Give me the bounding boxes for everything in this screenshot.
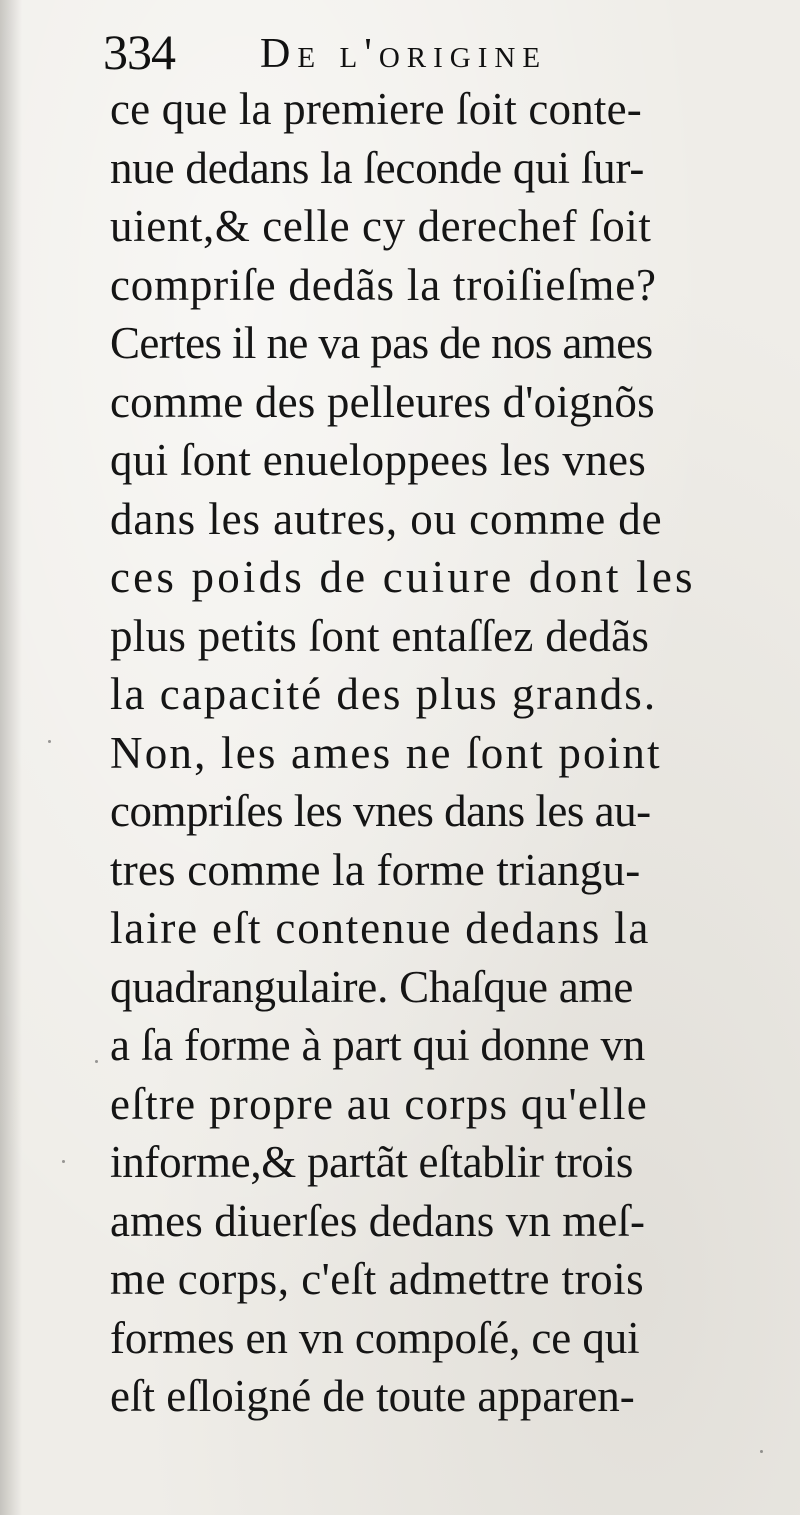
text-line: quadrangulaire. Chaſque ame bbox=[110, 961, 634, 1012]
text-line: formes en vn compoſé, ce qui bbox=[110, 1312, 640, 1363]
text-line: plus petits ſont entaſſez dedãs bbox=[110, 610, 650, 661]
text-line: Certes il ne va pas de nos ames bbox=[110, 318, 653, 368]
text-line: tres comme la forme triangu- bbox=[110, 844, 641, 895]
text-line: comme des pelleures d'oignõs bbox=[110, 376, 655, 427]
text-line: qui ſont enueloppees les vnes bbox=[110, 435, 647, 485]
gutter-shadow bbox=[0, 0, 22, 1515]
text-line: me corps, c'eſt admettre trois bbox=[110, 1254, 645, 1304]
text-line: Non, les ames ne ſont point bbox=[110, 727, 662, 778]
text-line: eſtre propre au corps qu'elle bbox=[110, 1078, 649, 1129]
text-line: informe,& partãt eſtablir trois bbox=[110, 1137, 634, 1187]
text-line: ce que la premiere ſoit conte- bbox=[110, 84, 642, 134]
text-line: ames diuerſes dedans vn meſ- bbox=[110, 1195, 646, 1246]
paper-speck bbox=[62, 1160, 65, 1163]
page-header bbox=[103, 22, 703, 82]
text-line: dans les autres, ou comme de bbox=[110, 493, 663, 544]
text-line: la capacité des plus grands. bbox=[110, 669, 658, 719]
text-line: eſt eſloigné de toute apparen- bbox=[110, 1371, 635, 1421]
text-line: uient,& celle cy derechef ſoit bbox=[110, 201, 652, 251]
paper-speck bbox=[48, 740, 51, 743]
paper-speck bbox=[95, 1060, 98, 1063]
text-line: ces poids de cuiure dont les bbox=[110, 552, 696, 602]
text-line: compriſes les vnes dans les au- bbox=[110, 786, 651, 836]
body-text bbox=[110, 80, 790, 1426]
running-head: De l'origine bbox=[260, 31, 548, 77]
paper-speck bbox=[760, 1450, 763, 1453]
text-line: compriſe dedãs la troiſieſme? bbox=[110, 259, 657, 310]
text-line: laire eſt contenue dedans la bbox=[110, 903, 651, 953]
text-line: nue dedans la ſeconde qui ſur- bbox=[110, 142, 645, 193]
text-line: a ſa forme à part qui donne vn bbox=[110, 1020, 646, 1070]
page-number: 334 bbox=[103, 24, 175, 80]
